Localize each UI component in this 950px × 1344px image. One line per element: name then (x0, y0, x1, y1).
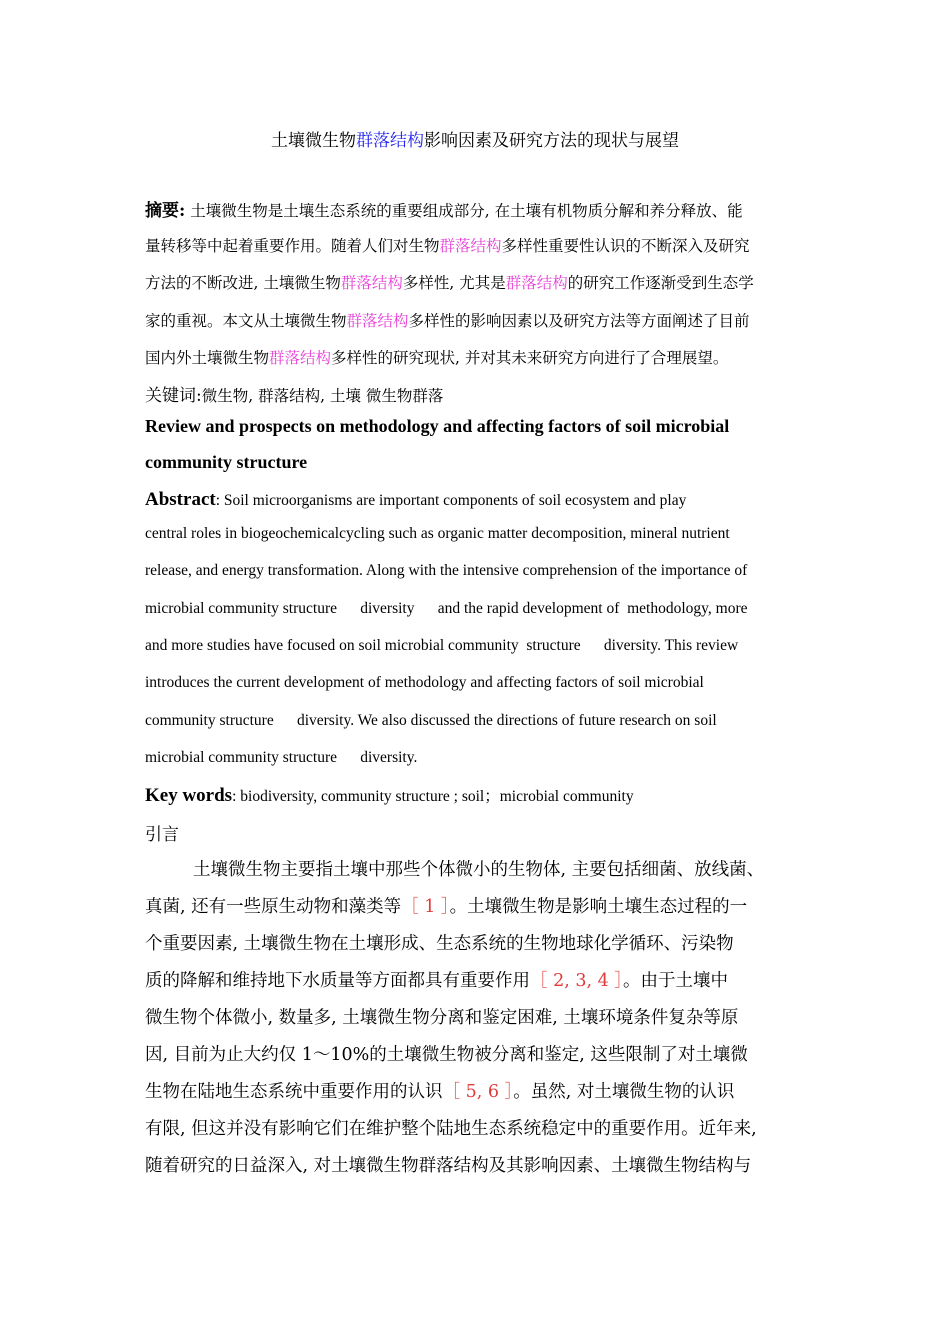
title-highlight: 群落结构 (356, 131, 424, 151)
abstract-cn-line-1 (145, 196, 743, 221)
text-run: 质的降解和维持地下水质量等方面都具有重要作用 (145, 971, 530, 991)
text-run: 生物在陆地生态系统中重要作用的认识 (145, 1082, 443, 1102)
abstract-en-line: release, and energy transformation. Along with the intensive comprehension of the importance of (145, 562, 748, 579)
highlighted-term: 群落结构 (340, 274, 403, 292)
text-run: 家的重视。本文从土壤微生物 (145, 312, 347, 330)
intro-line (193, 856, 764, 881)
text-run: 。土壤微生物是影响土壤生态过程的一 (449, 897, 748, 917)
text-run: 多样性重要性认识的不断深入及研究 (501, 237, 750, 255)
keywords-cn-text: 微生物, 群落结构, 土壤 微生物群落 (201, 387, 444, 405)
intro-line (145, 1078, 734, 1103)
abstract-en-line: microbial community structure diversity and the rapid development of methodology, more (145, 600, 748, 617)
highlighted-term: 群落结构 (269, 349, 332, 367)
intro-line (145, 930, 734, 955)
abstract-en-line: introduces the current development of methodology and affecting factors of soil microbial (145, 674, 704, 691)
text-run: 土壤微生物是土壤生态系统的重要组成部分, 在土壤有机物质分解和养分释放、能 (185, 202, 743, 220)
intro-line (145, 1041, 748, 1066)
text-run: 量转移等中起着重要作用。随着人们对生物 (145, 237, 440, 255)
text-run: 的研究工作逐渐受到生态学 (567, 274, 754, 292)
text-run: 国内外土壤微生物 (145, 349, 270, 367)
text-run: 多样性, 尤其是 (402, 274, 506, 292)
text-run: 因, 目前为止大约仅 1～10%的土壤微生物被分离和鉴定, 这些限制了对土壤微 (145, 1045, 748, 1065)
title-part: 影响因素及研究方法的现状与展望 (424, 131, 679, 151)
abstract-cn-line-2 (145, 234, 750, 256)
intro-line (145, 1004, 738, 1029)
intro-heading: 引言 (145, 825, 179, 845)
keywords-en-label: Key words (145, 785, 233, 806)
text-run: 。由于土壤中 (623, 971, 729, 991)
keywords-cn (145, 381, 443, 406)
text-run: 方法的不断改进, 土壤微生物 (145, 274, 341, 292)
text-run: 真菌, 还有一些原生动物和藻类等 (145, 897, 402, 917)
keywords-en (145, 784, 634, 807)
paper-title (0, 126, 950, 151)
citation-ref: ［ 5, 6 ］ (442, 1082, 514, 1102)
english-title-line-1: Review and prospects on methodology and affecting factors of soil microbial (145, 416, 730, 436)
abstract-cn-line-4 (145, 309, 750, 331)
text-run: 有限, 但这并没有影响它们在维护整个陆地生态系统稳定中的重要作用。近年来, (145, 1119, 757, 1139)
abstract-cn-line-5 (145, 346, 728, 368)
intro-line (145, 1152, 751, 1177)
intro-line (145, 967, 728, 992)
abstract-en-label: Abstract (145, 489, 216, 510)
keywords-en-text: : biodiversity, community structure ; soil；microbial community (232, 788, 634, 805)
abstract-en-text: : Soil microorganisms are important components of soil ecosystem and play (215, 492, 687, 509)
highlighted-term: 群落结构 (505, 274, 568, 292)
text-run: 土壤微生物主要指土壤中那些个体微小的生物体, 主要包括细菌、放线菌、 (193, 860, 765, 880)
abstract-en-line: and more studies have focused on soil microbial community structure diversity. This review (145, 637, 739, 654)
abstract-cn-label: 摘要: (145, 201, 186, 221)
text-run: 个重要因素, 土壤微生物在土壤形成、生态系统的生物地球化学循环、污染物 (145, 934, 734, 954)
text-run: 随着研究的日益深入, 对土壤微生物群落结构及其影响因素、土壤微生物结构与 (145, 1156, 752, 1176)
english-title-line-2: community structure (145, 452, 308, 472)
highlighted-term: 群落结构 (439, 237, 502, 255)
abstract-en-line: community structure diversity. We also discussed the directions of future research on soil (145, 712, 717, 729)
text-run: 多样性的影响因素以及研究方法等方面阐述了目前 (408, 312, 750, 330)
keywords-cn-label: 关键词: (145, 386, 202, 406)
citation-ref: ［ 2, 3, 4 ］ (530, 971, 624, 991)
intro-line (145, 1115, 757, 1140)
intro-line (145, 893, 747, 918)
citation-ref: ［ 1 ］ (401, 897, 450, 917)
abstract-en-line: microbial community structure diversity. (145, 749, 418, 766)
highlighted-term: 群落结构 (346, 312, 409, 330)
abstract-cn-line-3 (145, 271, 754, 293)
text-run: 多样性的研究现状, 并对其未来研究方向进行了合理展望。 (331, 349, 729, 367)
title-part: 土壤微生物 (271, 131, 356, 151)
abstract-en-line: central roles in biogeochemicalcycling such as organic matter decomposition, mineral nutrient (145, 525, 730, 542)
text-run: 。虽然, 对土壤微生物的认识 (513, 1082, 735, 1102)
abstract-en-line-1 (145, 489, 686, 511)
text-run: 微生物个体微小, 数量多, 土壤微生物分离和鉴定困难, 土壤环境条件复杂等原 (145, 1008, 739, 1028)
